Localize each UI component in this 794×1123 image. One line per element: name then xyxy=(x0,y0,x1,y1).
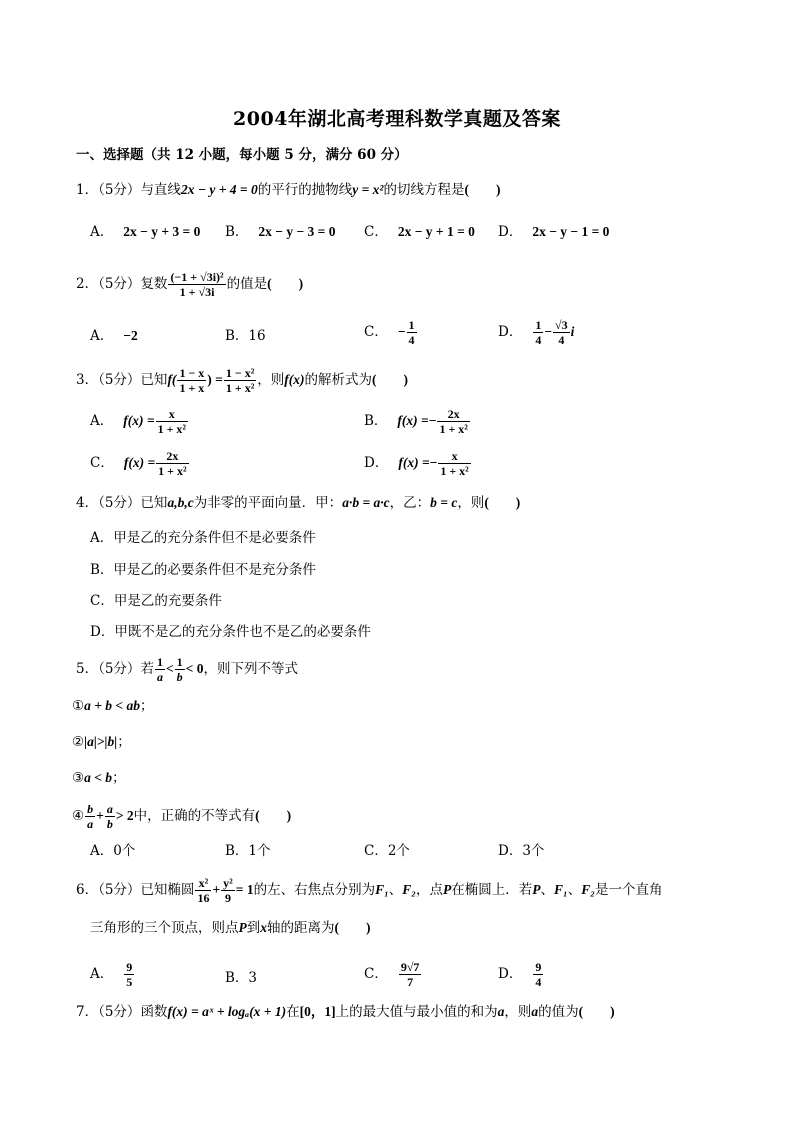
question-text: 若 xyxy=(140,661,154,677)
math-expression: y = x² xyxy=(352,182,384,197)
option-label: C． xyxy=(364,843,388,859)
vector-list: a,b,c xyxy=(167,495,194,510)
minus-sign: − xyxy=(428,413,437,428)
option-label: A． xyxy=(90,530,114,546)
option-label: C． xyxy=(364,966,388,982)
math-expression: |a|>|b| xyxy=(84,734,118,749)
punctuation: 、 xyxy=(540,882,555,898)
math-expression: ) = xyxy=(207,372,223,387)
numerator: 9√7 xyxy=(400,960,420,974)
inequality-4 xyxy=(72,802,291,831)
option-label: B． xyxy=(225,328,249,344)
question-text: 的左、右焦点分别为 xyxy=(253,882,376,898)
option-label: C． xyxy=(90,593,114,609)
numerator: 1 xyxy=(535,318,542,332)
fraction xyxy=(437,407,469,436)
points-label: （5分） xyxy=(98,276,141,292)
math-expression: f(x) = xyxy=(123,455,156,470)
question-text: ，则 xyxy=(504,1004,532,1020)
denominator: 1 + x² xyxy=(157,422,186,436)
option-b xyxy=(225,222,336,242)
inequality-2 xyxy=(72,732,131,752)
denominator: b xyxy=(106,817,113,831)
question-text: 复数 xyxy=(140,276,168,292)
option-label: B． xyxy=(90,562,114,578)
fraction xyxy=(177,366,206,395)
question-number: 4． xyxy=(76,495,99,511)
numerator: 1 xyxy=(176,655,183,669)
option-d xyxy=(90,622,371,642)
denominator: 4 xyxy=(535,975,542,989)
punctuation: ； xyxy=(112,770,126,786)
math-expression: < 0 xyxy=(185,661,204,676)
option-text: 2x − y + 1 = 0 xyxy=(397,224,475,239)
question-text: ，则下列不等式 xyxy=(203,661,298,677)
option-label: B． xyxy=(225,970,249,986)
numerator: y² xyxy=(223,876,233,890)
answer-blank: ( ) xyxy=(464,182,501,197)
question-text: 已知 xyxy=(140,495,168,511)
punctuation: 、 xyxy=(388,882,403,898)
numerator: 1 − x² xyxy=(225,366,255,380)
option-b xyxy=(225,326,266,346)
numerator: a xyxy=(106,802,113,816)
option-label: C． xyxy=(90,455,114,471)
option-c xyxy=(90,591,222,611)
question-text: 的值是 xyxy=(226,276,268,292)
denominator: 1 + x² xyxy=(225,381,255,395)
less-than-sign: < xyxy=(165,661,174,676)
option-label: B． xyxy=(225,224,249,240)
option-c xyxy=(364,960,422,989)
option-label: A． xyxy=(90,328,114,344)
denominator: 16 xyxy=(197,891,210,905)
question-text: 在 xyxy=(286,1004,300,1020)
option-text: 3 xyxy=(248,970,258,986)
fraction xyxy=(438,449,470,478)
question-4 xyxy=(76,493,520,513)
question-6 xyxy=(76,876,662,905)
option-label: A． xyxy=(90,224,114,240)
math-expression: f( xyxy=(167,372,177,387)
option-text: 3个 xyxy=(522,843,545,859)
option-d xyxy=(498,222,609,242)
question-number: 6． xyxy=(76,882,99,898)
numerator: 2x xyxy=(156,449,188,464)
option-label: B． xyxy=(364,413,388,429)
question-text: ，乙： xyxy=(389,495,431,511)
denominator: 1 + x² xyxy=(158,464,187,478)
option-text: 甲既不是乙的充分条件也不是乙的必要条件 xyxy=(114,624,371,640)
option-label: C． xyxy=(364,324,388,340)
question-number: 7． xyxy=(76,1004,99,1020)
option-label: D． xyxy=(498,224,523,240)
option-label: A． xyxy=(90,413,114,429)
fraction xyxy=(156,449,188,478)
points-label: （5分） xyxy=(98,1004,141,1020)
numerator: x xyxy=(438,449,470,464)
denominator: 4 xyxy=(408,333,415,347)
minus-sign: − xyxy=(429,455,438,470)
math-expression: = 1 xyxy=(235,882,254,897)
fraction xyxy=(156,407,188,436)
fraction xyxy=(85,802,95,831)
question-text: 已知椭圆 xyxy=(140,882,195,898)
inequality-1 xyxy=(72,696,154,716)
answer-blank: ( ) xyxy=(484,495,521,510)
option-text: 1个 xyxy=(248,843,271,859)
math-expression: f(x) = xyxy=(123,413,155,428)
math-symbol: F₂ xyxy=(581,882,595,897)
question-text: 的值为 xyxy=(538,1004,579,1020)
denominator: 9 xyxy=(224,891,231,905)
numerator: b xyxy=(87,802,94,816)
option-text: 甲是乙的充要条件 xyxy=(113,593,222,609)
numerator: 9 xyxy=(126,960,133,974)
question-text: 在椭圆上．若 xyxy=(451,882,533,898)
plus-sign: + xyxy=(96,808,104,823)
points-label: （5分） xyxy=(98,882,141,898)
fraction xyxy=(221,876,235,905)
option-label: D． xyxy=(498,843,523,859)
option-b xyxy=(225,841,271,861)
question-text: ，则 xyxy=(257,372,285,388)
denominator: 1 + √3i xyxy=(179,285,215,299)
answer-blank: ( ) xyxy=(372,372,409,387)
math-symbol: F₂ xyxy=(402,882,417,897)
option-a xyxy=(90,222,200,242)
option-b xyxy=(225,968,257,988)
fraction xyxy=(105,802,115,831)
option-d xyxy=(498,318,574,347)
option-text: 2x − y − 3 = 0 xyxy=(258,224,336,239)
question-number: 2． xyxy=(76,276,99,292)
math-expression: a + b < ab xyxy=(84,698,140,713)
question-text: 与直线 xyxy=(140,182,181,198)
math-symbol: a xyxy=(531,1004,539,1019)
numerator: x² xyxy=(195,876,211,891)
question-text: 已知 xyxy=(140,372,168,388)
answer-blank: ( ) xyxy=(334,920,371,935)
option-label: D． xyxy=(498,966,523,982)
question-3 xyxy=(76,366,408,395)
fraction xyxy=(175,655,185,684)
math-expression: a < b xyxy=(84,770,113,785)
denominator: 1 + x² xyxy=(439,422,468,436)
question-text: 三角形的三个顶点，则点 xyxy=(90,920,239,936)
question-5 xyxy=(76,655,298,684)
option-label: A． xyxy=(90,843,114,859)
points-label: （5分） xyxy=(98,661,141,677)
option-text: 2x − y + 3 = 0 xyxy=(123,224,201,239)
answer-blank: ( ) xyxy=(255,808,292,823)
option-a xyxy=(90,841,135,861)
item-marker: ② xyxy=(72,734,85,750)
option-c xyxy=(364,222,475,242)
option-d xyxy=(498,841,544,861)
math-expression: f(x) = xyxy=(397,413,429,428)
points-label: （5分） xyxy=(98,495,141,511)
option-d xyxy=(364,449,472,478)
question-7 xyxy=(76,1002,615,1022)
question-text: 的平行的抛物线 xyxy=(257,182,353,198)
option-label: A． xyxy=(90,966,114,982)
option-d xyxy=(498,960,544,989)
plus-sign: + xyxy=(212,882,221,897)
question-text: 上的最大值与最小值的和为 xyxy=(335,1004,498,1020)
numerator: 2x xyxy=(437,407,469,422)
points-label: （5分） xyxy=(98,372,141,388)
option-label: D． xyxy=(90,624,115,640)
question-text: ，点 xyxy=(416,882,444,898)
numerator: 1 xyxy=(408,318,415,332)
item-marker: ① xyxy=(72,698,85,714)
option-text: 2x − y − 1 = 0 xyxy=(532,224,610,239)
punctuation: 、 xyxy=(567,882,582,898)
option-text: 甲是乙的必要条件但不是充分条件 xyxy=(113,562,316,578)
question-text: 中，正确的不等式有 xyxy=(133,808,256,824)
numerator: 1 − x xyxy=(179,366,205,380)
math-expression: f(x) xyxy=(284,372,305,387)
question-6-continued xyxy=(90,918,371,938)
math-expression: > 2 xyxy=(115,808,134,823)
question-2 xyxy=(76,270,303,299)
question-1 xyxy=(76,180,500,200)
question-text: 轴的距离为 xyxy=(267,920,335,936)
denominator: 7 xyxy=(407,975,414,989)
fraction xyxy=(399,960,422,989)
denominator: 4 xyxy=(558,333,565,347)
item-marker: ③ xyxy=(72,770,85,786)
section-heading: 一、选择题（共 12 小题，每小题 5 分，满分 60 分） xyxy=(76,147,408,163)
denominator: a xyxy=(156,670,163,684)
fraction xyxy=(553,318,570,347)
fraction xyxy=(407,318,417,347)
math-expression: [0，1] xyxy=(299,1004,336,1019)
page-title: 2004年湖北高考理科数学真题及答案 xyxy=(233,108,561,130)
denominator: b xyxy=(176,670,183,684)
numerator: 9 xyxy=(535,960,542,974)
option-a xyxy=(90,960,135,989)
math-symbol: a xyxy=(497,1004,505,1019)
question-text: ，则 xyxy=(457,495,485,511)
punctuation: ； xyxy=(140,698,154,714)
answer-blank: ( ) xyxy=(578,1004,615,1019)
math-expression: 2x − y + 4 = 0 xyxy=(180,182,258,197)
question-text: 为非零的平面向量．甲： xyxy=(193,495,343,511)
option-a xyxy=(90,407,189,436)
option-text: −2 xyxy=(123,328,138,343)
question-text: 的解析式为 xyxy=(304,372,373,388)
math-symbol: x xyxy=(260,920,267,935)
option-text: 0个 xyxy=(113,843,136,859)
option-b xyxy=(364,407,471,436)
numerator: x xyxy=(156,407,188,422)
question-text: 到 xyxy=(246,920,261,936)
option-b xyxy=(90,560,316,580)
option-text: 2个 xyxy=(387,843,410,859)
item-marker: ④ xyxy=(72,808,85,824)
fraction xyxy=(155,655,165,684)
math-expression: f(x) = aˣ + logₐ(x + 1) xyxy=(167,1004,287,1019)
option-label: B． xyxy=(225,843,249,859)
option-c xyxy=(364,318,418,347)
denominator: 1 + x² xyxy=(440,464,469,478)
denominator: 5 xyxy=(126,975,133,989)
question-text: 是一个直角 xyxy=(594,882,663,898)
points-label: （5分） xyxy=(98,182,141,198)
denominator: 1 + x xyxy=(179,381,205,395)
answer-blank: ( ) xyxy=(267,276,304,291)
fraction xyxy=(533,318,543,347)
math-expression: a·b = a·c xyxy=(342,495,390,510)
fraction xyxy=(224,366,256,395)
inequality-3 xyxy=(72,768,126,788)
option-text: 16 xyxy=(248,328,266,344)
question-number: 3． xyxy=(76,372,99,388)
question-number: 1． xyxy=(76,182,99,198)
minus-sign: − xyxy=(397,324,406,339)
numerator: (−1 + √3i)² xyxy=(170,270,224,284)
option-c xyxy=(364,841,410,861)
minus-sign: − xyxy=(544,324,553,339)
option-text: 甲是乙的充分条件但不是必要条件 xyxy=(113,530,316,546)
denominator: 4 xyxy=(535,333,542,347)
fraction xyxy=(533,960,543,989)
fraction xyxy=(168,270,225,299)
option-c xyxy=(90,449,190,478)
punctuation: ； xyxy=(117,734,131,750)
fraction xyxy=(195,876,211,905)
option-a xyxy=(90,326,138,346)
math-symbol: P xyxy=(532,882,541,897)
imaginary-unit: i xyxy=(570,324,575,339)
math-symbol: P xyxy=(443,882,452,897)
numerator: 1 xyxy=(156,655,163,669)
math-symbol: P xyxy=(238,920,247,935)
math-expression: b = c xyxy=(430,495,458,510)
numerator: √3 xyxy=(555,318,568,332)
question-text: 函数 xyxy=(140,1004,168,1020)
math-expression: f(x) = xyxy=(398,455,430,470)
math-symbol: F₁ xyxy=(554,882,568,897)
option-label: C． xyxy=(364,224,388,240)
denominator: a xyxy=(87,817,94,831)
math-symbol: F₁ xyxy=(375,882,389,897)
option-label: D． xyxy=(364,455,389,471)
option-label: D． xyxy=(498,324,523,340)
option-a xyxy=(90,528,316,548)
fraction xyxy=(124,960,134,989)
question-number: 5． xyxy=(76,661,99,677)
question-text: 的切线方程是 xyxy=(383,182,465,198)
